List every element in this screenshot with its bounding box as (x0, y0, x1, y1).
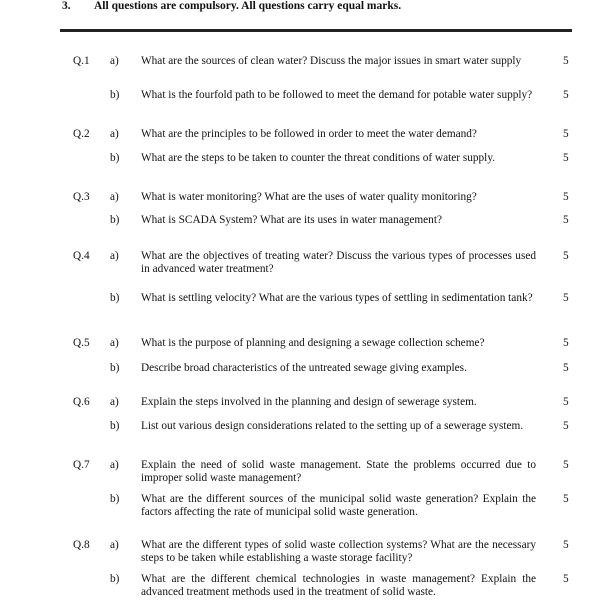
marks: 5 (563, 191, 569, 203)
marks: 5 (563, 420, 569, 432)
marks: 5 (563, 362, 569, 374)
question-label-q2: Q.2 (73, 128, 90, 140)
marks: 5 (563, 539, 569, 551)
question-label-q3: Q.3 (73, 191, 90, 203)
question-text: What are the sources of clean water? Discuss the major issues in smart water supply (141, 55, 522, 67)
header-divider (60, 29, 572, 32)
question-text: What are the different chemical technologies in waste management? Explain the advanced treatment methods used in the treatment of solid waste. (141, 573, 536, 598)
part-label: a) (110, 128, 119, 140)
marks: 5 (563, 292, 569, 304)
question-text: What are the objectives of treating water? Discuss the various types of processes used in advanced water treatment? (141, 250, 536, 275)
part-label: b) (110, 573, 120, 585)
part-label: b) (110, 420, 120, 432)
part-label: b) (110, 214, 120, 226)
part-label: a) (110, 191, 119, 203)
part-label: a) (110, 459, 119, 471)
part-label: b) (110, 292, 120, 304)
question-text: What are the different types of solid waste collection systems? What are the necessary steps to be taken while establishing a waste storage facility? (141, 539, 536, 564)
question-text: What is settling velocity? What are the various types of settling in sedimentation tank? (141, 292, 533, 304)
question-label-q8: Q.8 (73, 539, 90, 551)
part-label: b) (110, 362, 120, 374)
marks: 5 (563, 396, 569, 408)
part-label: b) (110, 152, 120, 164)
question-label-q4: Q.4 (73, 250, 90, 262)
instruction-text: All questions are compulsory. All questions carry equal marks. (94, 0, 402, 12)
part-label: a) (110, 250, 119, 262)
marks: 5 (563, 573, 569, 585)
part-label: b) (110, 493, 120, 505)
question-label-q7: Q.7 (73, 459, 90, 471)
marks: 5 (563, 214, 569, 226)
part-label: b) (110, 89, 120, 101)
question-label-q5: Q.5 (73, 337, 90, 349)
marks: 5 (563, 55, 569, 67)
part-label: a) (110, 337, 119, 349)
question-label-q6: Q.6 (73, 396, 90, 408)
question-text: Explain the need of solid waste management. State the problems occurred due to improper solid waste management? (141, 459, 536, 484)
marks: 5 (563, 459, 569, 471)
question-label-q1: Q.1 (73, 55, 90, 67)
question-text: What is SCADA System? What are its uses in water management? (141, 214, 442, 226)
question-text: Describe broad characteristics of the untreated sewage giving examples. (141, 362, 467, 374)
marks: 5 (563, 152, 569, 164)
part-label: a) (110, 539, 119, 551)
instruction-line (62, 0, 401, 12)
marks: 5 (563, 89, 569, 101)
marks: 5 (563, 493, 569, 505)
marks: 5 (563, 337, 569, 349)
question-text: What are the principles to be followed in order to meet the water demand? (141, 128, 477, 140)
part-label: a) (110, 55, 119, 67)
part-label: a) (110, 396, 119, 408)
question-text: What is the purpose of planning and designing a sewage collection scheme? (141, 337, 485, 349)
question-text: Explain the steps involved in the planning and design of sewerage system. (141, 396, 477, 408)
question-text: List out various design considerations related to the setting up of a sewerage system. (141, 420, 524, 432)
question-text: What is water monitoring? What are the uses of water quality monitoring? (141, 191, 477, 203)
question-text: What are the different sources of the municipal solid waste generation? Explain the factors affecting the rate of municipal solid waste generation. (141, 493, 536, 518)
instruction-number: 3. (62, 0, 71, 12)
question-text: What is the fourfold path to be followed to meet the demand for potable water supply? (141, 89, 533, 101)
marks: 5 (563, 128, 569, 140)
marks: 5 (563, 250, 569, 262)
question-text: What are the steps to be taken to counter the threat conditions of water supply. (141, 152, 496, 164)
